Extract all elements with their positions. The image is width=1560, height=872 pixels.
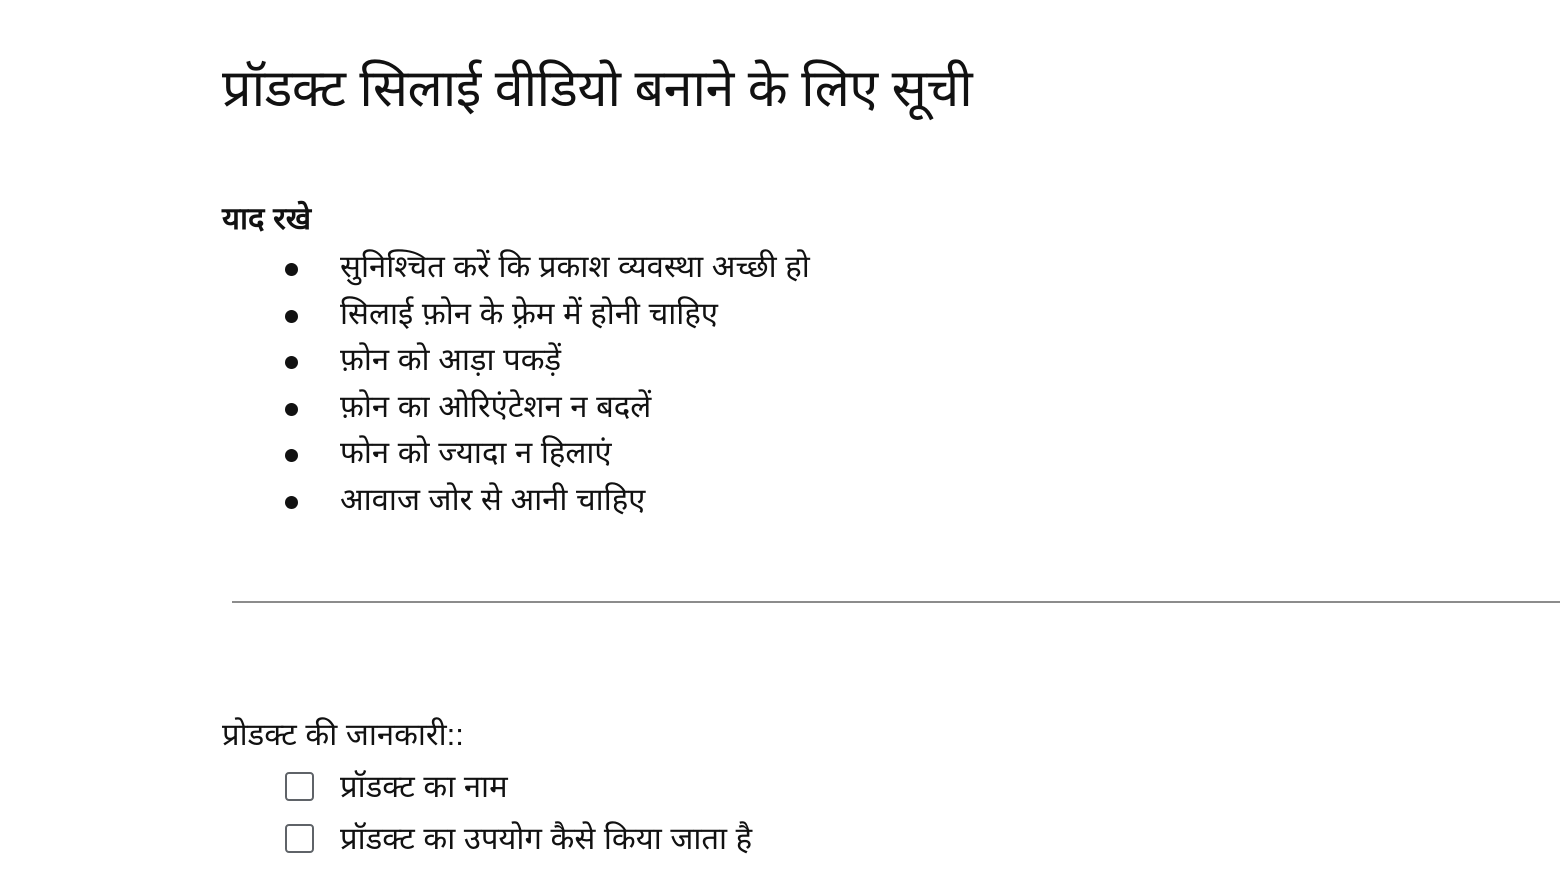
checklist-item-text: प्रॉडक्ट का नाम bbox=[340, 769, 508, 804]
checkbox[interactable] bbox=[285, 772, 314, 801]
checklist-item bbox=[284, 762, 752, 814]
list-item bbox=[280, 477, 810, 524]
list-item-text: सिलाई फ़ोन के फ़्रेम में होनी चाहिए bbox=[340, 295, 718, 331]
list-item-text: फोन को ज्यादा न हिलाएं bbox=[340, 435, 612, 471]
bullet-icon bbox=[285, 496, 298, 509]
list-item-text: आवाज जोर से आनी चाहिए bbox=[340, 481, 646, 517]
checkbox[interactable] bbox=[285, 824, 314, 853]
list-item bbox=[280, 244, 810, 291]
list-item bbox=[280, 291, 810, 338]
reminder-heading: याद रखे bbox=[222, 201, 312, 236]
checklist-item bbox=[284, 814, 752, 866]
list-item-text: फ़ोन का ओरिएंटेशन न बदलें bbox=[340, 388, 652, 424]
reminder-bullet-list bbox=[280, 244, 810, 524]
list-item-text: फ़ोन को आड़ा पकड़ें bbox=[340, 342, 562, 378]
bullet-icon bbox=[285, 263, 298, 276]
product-info-label: प्रोडक्ट की जानकारी:: bbox=[222, 717, 464, 752]
bullet-icon bbox=[285, 356, 298, 369]
list-item-text: सुनिश्चित करें कि प्रकाश व्यवस्था अच्छी हो bbox=[340, 249, 810, 284]
horizontal-divider bbox=[232, 601, 1560, 603]
list-item bbox=[280, 337, 810, 384]
product-checklist bbox=[284, 762, 752, 866]
bullet-icon bbox=[285, 449, 298, 462]
bullet-icon bbox=[285, 310, 298, 323]
list-item bbox=[280, 430, 810, 477]
document-title: प्रॉडक्ट सिलाई वीडियो बनाने के लिए सूची bbox=[222, 60, 973, 118]
checklist-item-text: प्रॉडक्ट का उपयोग कैसे किया जाता है bbox=[340, 821, 753, 856]
list-item bbox=[280, 384, 810, 431]
bullet-icon bbox=[285, 403, 298, 416]
